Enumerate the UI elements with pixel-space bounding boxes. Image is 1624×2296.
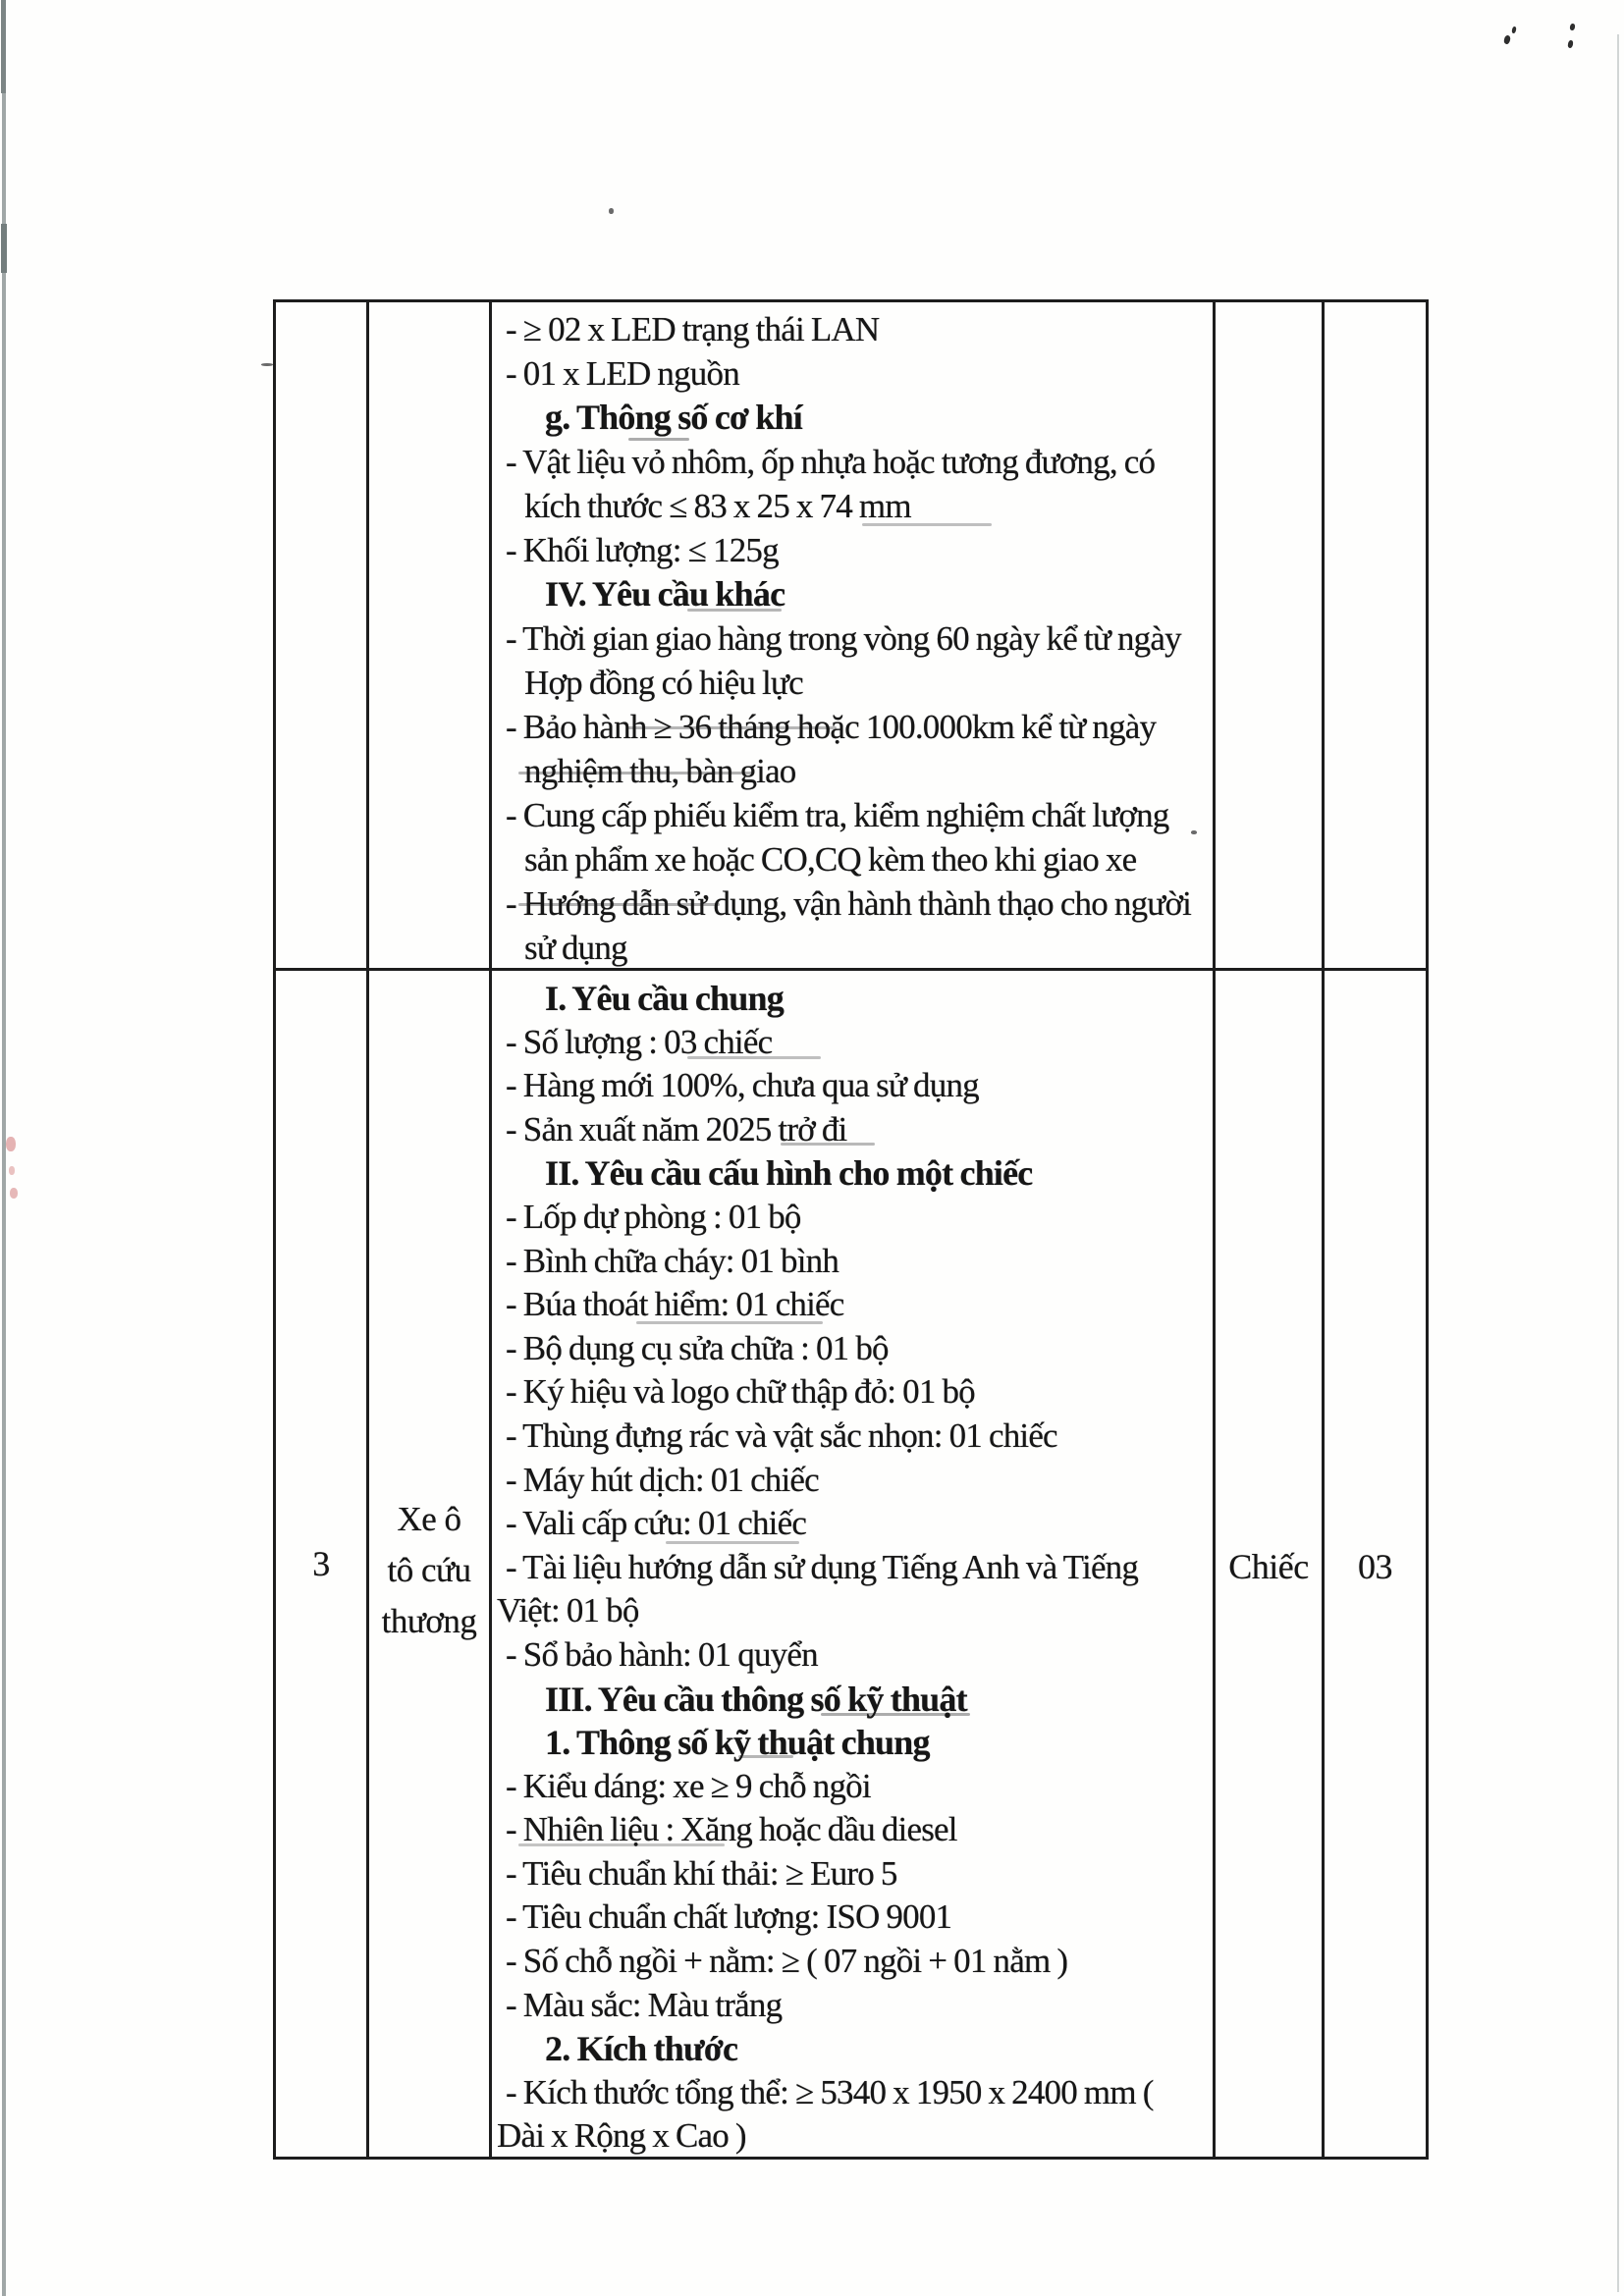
item-name-cell [369, 971, 489, 2157]
scan-edge-left-dark [1, 0, 6, 93]
spec-line: - Sản xuất năm 2025 trở đi [506, 1109, 847, 1148]
ink-speck [609, 208, 614, 214]
spec-line: nghiệm thu, bàn giao [524, 752, 796, 790]
spec-line: - Tài liệu hướng dẫn sử dụng Tiếng Anh và Tiếng [506, 1547, 1139, 1586]
spec-line: - Kiểu dáng: xe ≥ 9 chỗ ngồi [506, 1766, 871, 1805]
spec-line: - Vali cấp cứu: 01 chiếc [506, 1504, 807, 1543]
spec-line: - Kích thước tổng thể: ≥ 5340 x 1950 x 2400 mm ( [506, 2072, 1154, 2111]
pink-speck [10, 1188, 18, 1199]
ink-speck [1511, 27, 1517, 34]
spec-line: Hợp đồng có hiệu lực [524, 664, 803, 702]
spec-line: - Tiêu chuẩn khí thải: ≥ Euro 5 [506, 1853, 897, 1893]
spec-line: - Sổ bảo hành: 01 quyển [506, 1634, 818, 1674]
spec-line: - Bộ dụng cụ sửa chữa : 01 bộ [506, 1328, 889, 1367]
spec-line: IV. Yêu cầu khác [545, 574, 785, 614]
spec-line: - Hướng dẫn sử dụng, vận hành thành thạo cho người [506, 884, 1192, 923]
spec-line: - Cung cấp phiếu kiểm tra, kiểm nghiệm chất lượng [506, 796, 1169, 834]
spec-line: - Khối lượng: ≤ 125g [506, 531, 779, 569]
item-number: 3 [312, 1544, 330, 1583]
spec-line: g. Thông số cơ khí [545, 398, 802, 437]
spec-line: - Bảo hành ≥ 36 tháng hoặc 100.000km kể từ ngày [506, 708, 1157, 746]
spec-line: III. Yêu cầu thông số kỹ thuật [545, 1679, 967, 1719]
spec-line: I. Yêu cầu chung [545, 979, 784, 1018]
spec-line: - Tiêu chuẩn chất lượng: ISO 9001 [506, 1897, 952, 1937]
spec-line: II. Yêu cầu cấu hình cho một chiếc [545, 1153, 1033, 1194]
item-name-line: thương [381, 1602, 477, 1640]
scan-edge-left [2, 0, 6, 2296]
item-name-line: Xe ô [397, 1500, 461, 1538]
ink-speck [1569, 24, 1575, 31]
spec-line: - Lốp dự phòng : 01 bộ [506, 1197, 801, 1236]
scan-edge-left-smudge [1, 224, 7, 273]
spec-line: Dài x Rộng x Cao ) [497, 2116, 746, 2156]
ink-speck [1503, 34, 1511, 44]
spec-line: - Số lượng : 03 chiếc [506, 1022, 773, 1061]
spec-line: 2. Kích thước [545, 2029, 738, 2069]
unit-value: Chiếc [1228, 1547, 1309, 1586]
spec-line: sản phẩm xe hoặc CO,CQ kèm theo khi giao xe [524, 840, 1137, 879]
spec-line: - Hàng mới 100%, chưa qua sử dụng [506, 1066, 979, 1105]
spec-line: sử dụng [524, 929, 627, 967]
ink-speck [1567, 40, 1574, 49]
spec-line: - Nhiên liệu : Xăng hoặc dầu diesel [506, 1810, 957, 1849]
spec-line: - Búa thoát hiểm: 01 chiếc [506, 1285, 844, 1324]
spec-line: - Bình chữa cháy: 01 bình [506, 1241, 839, 1280]
spec-line: Việt: 01 bộ [497, 1591, 639, 1630]
spec-cell-row1 [492, 302, 1213, 968]
unit-cell [1216, 971, 1322, 2157]
spec-table [273, 299, 1429, 2160]
spec-line: kích thước ≤ 83 x 25 x 74 mm [524, 487, 911, 525]
ink-speck [261, 363, 273, 366]
spec-line: - Màu sắc: Màu trắng [506, 1985, 783, 2024]
spec-line: - Số chỗ ngồi + nằm: ≥ ( 07 ngồi + 01 nằm ) [506, 1942, 1068, 1981]
spec-line: - Thời gian giao hàng trong vòng 60 ngày kể từ ngày [506, 619, 1181, 658]
spec-line: - Thùng đựng rác và vật sắc nhọn: 01 chiếc [506, 1415, 1057, 1455]
spec-line: - Máy hút dịch: 01 chiếc [506, 1460, 819, 1499]
spec-line: - Ký hiệu và logo chữ thập đỏ: 01 bộ [506, 1372, 975, 1412]
scan-edge-right [1617, 34, 1619, 2292]
pink-speck [9, 1166, 15, 1175]
item-name-line: tô cứu [387, 1551, 471, 1589]
quantity-cell [1325, 971, 1426, 2157]
pink-speck [6, 1137, 16, 1151]
spec-line: - ≥ 02 x LED trạng thái LAN [506, 310, 880, 348]
quantity-value: 03 [1358, 1547, 1392, 1586]
spec-line: - 01 x LED nguồn [506, 354, 739, 393]
stt-cell [276, 971, 366, 2157]
spec-line: 1. Thông số kỹ thuật chung [545, 1723, 930, 1763]
spec-line: - Vật liệu vỏ nhôm, ốp nhựa hoặc tương đương, có [506, 443, 1156, 481]
spec-cell-row2 [492, 971, 1213, 2157]
